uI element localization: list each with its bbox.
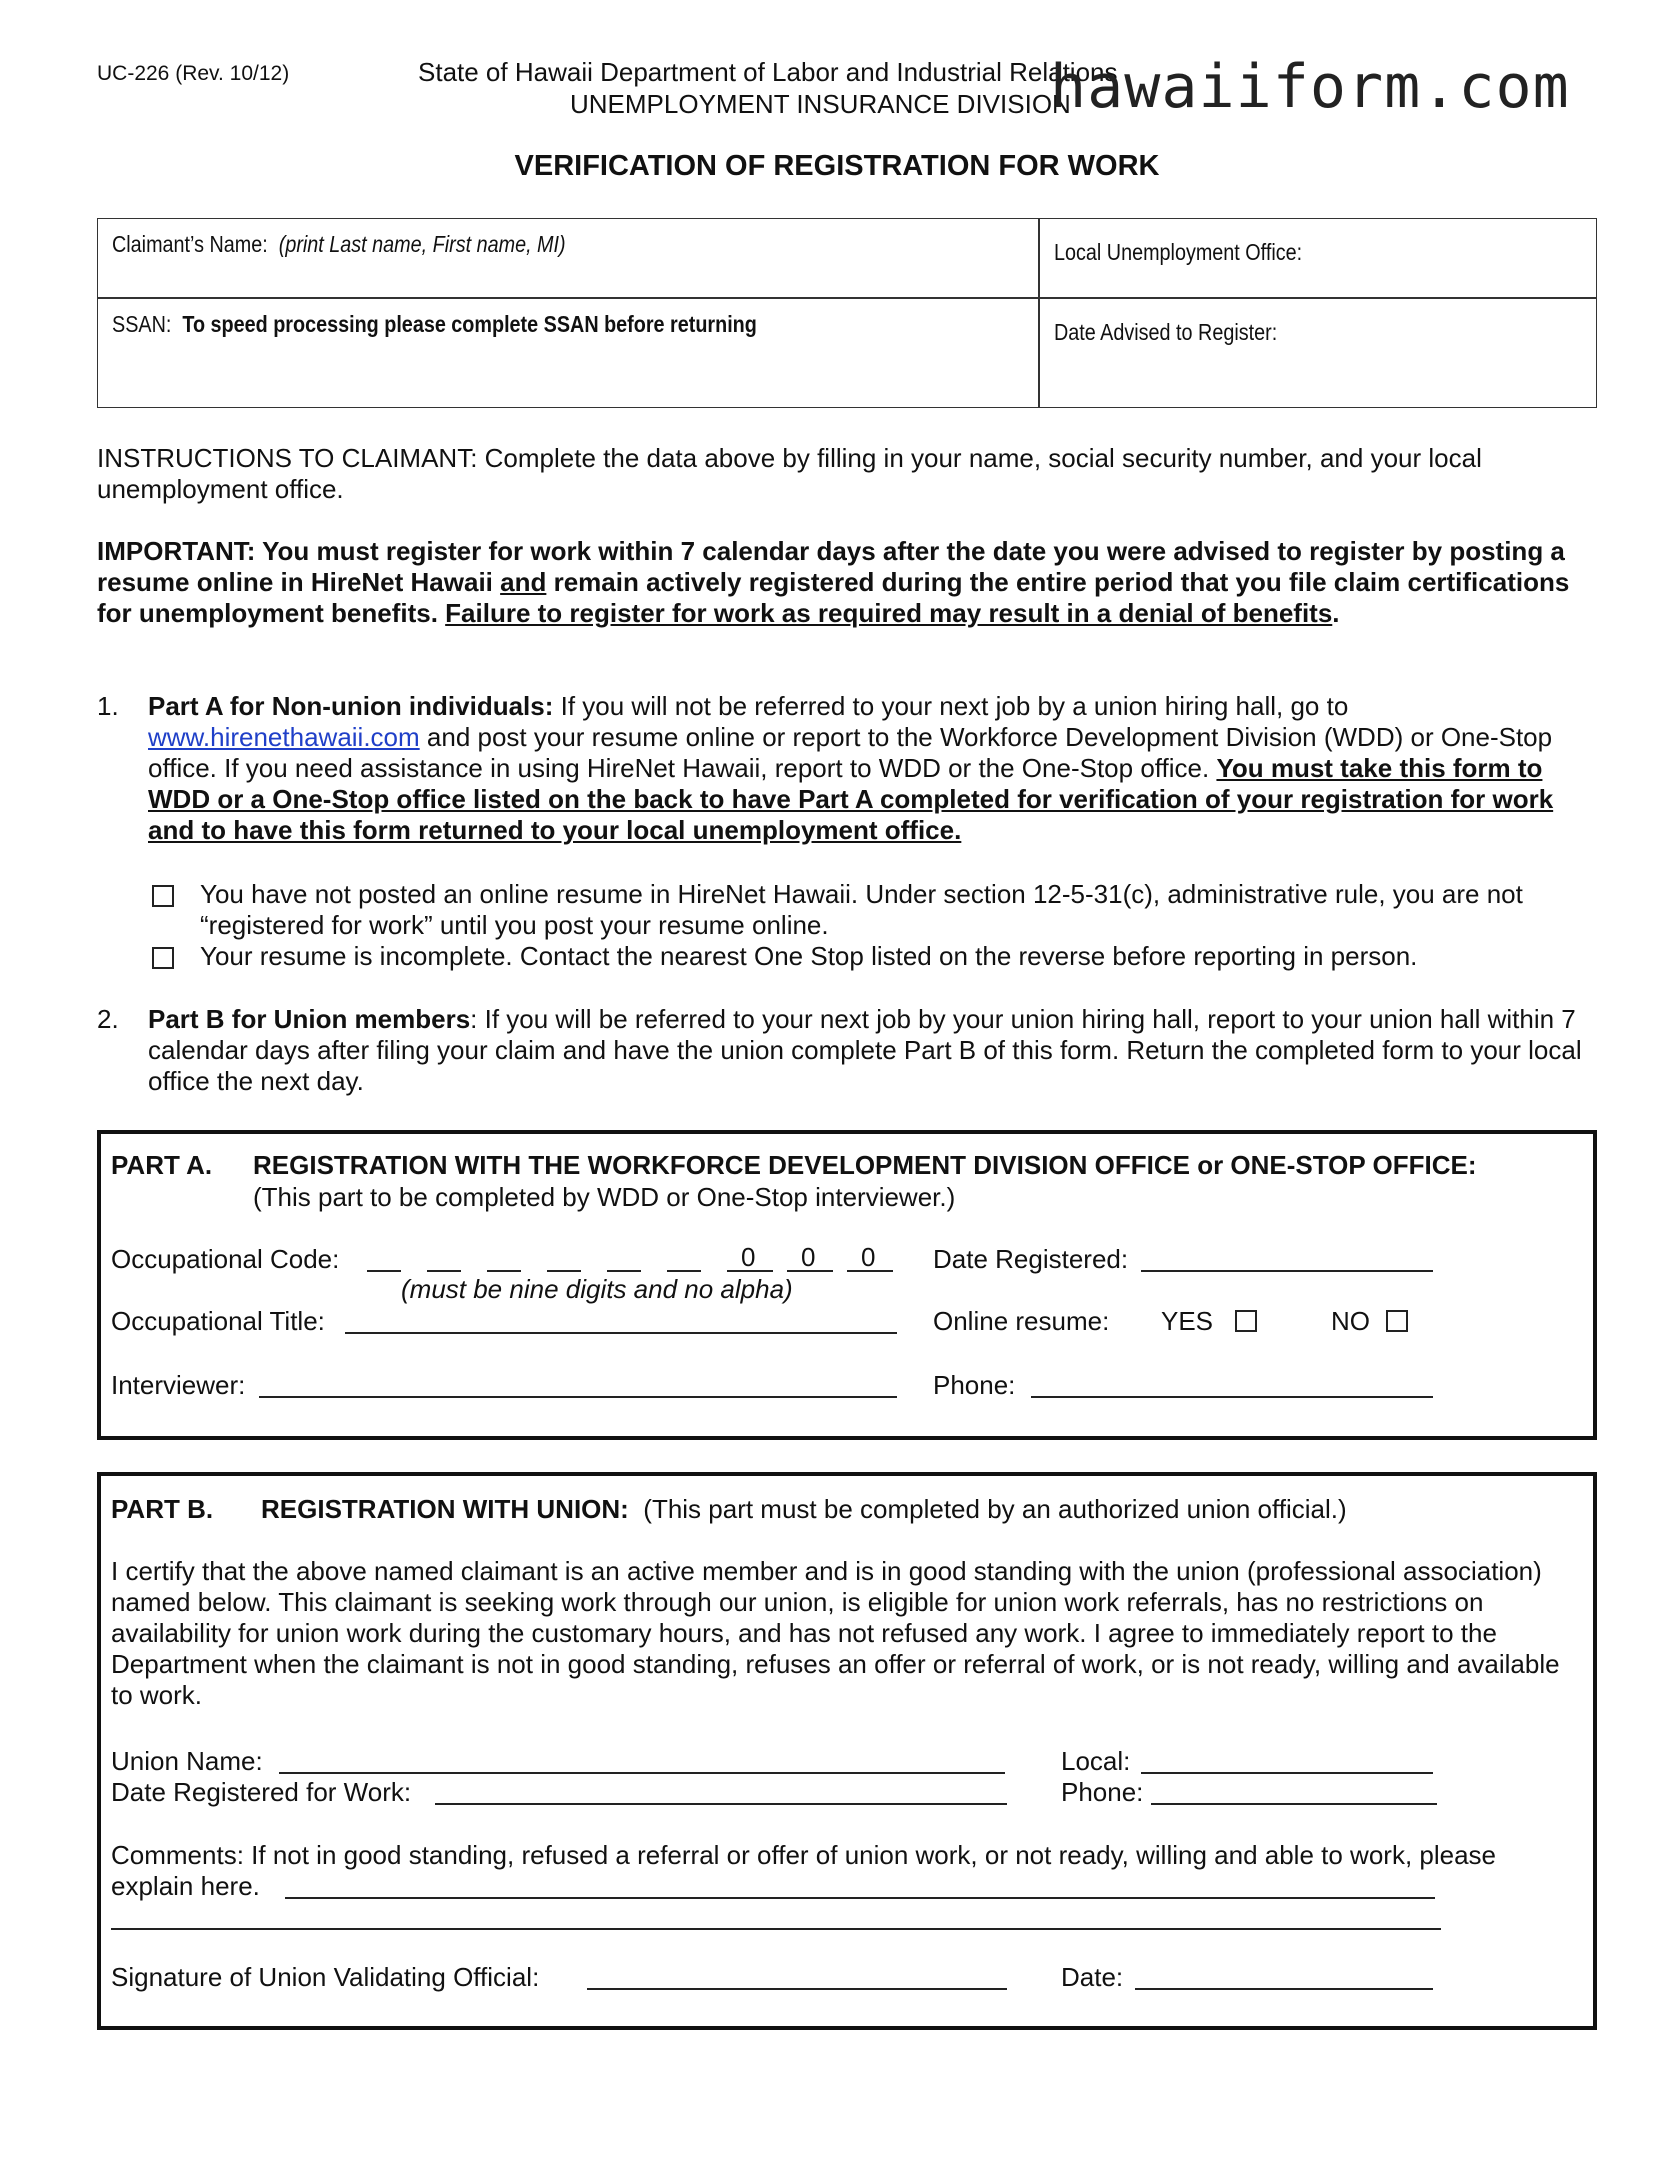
hirenet-link[interactable]: www.hirenethawaii.com <box>148 722 420 752</box>
occ-code-digit-5[interactable] <box>607 1270 641 1272</box>
signature-date-line[interactable] <box>1135 1988 1433 1990</box>
part-b-heading <box>111 1494 213 1525</box>
occ-code-digit-8-value: 0 <box>801 1242 816 1272</box>
important-notice <box>97 536 1597 629</box>
union-phone-label: Phone: <box>1061 1777 1144 1807</box>
incomplete-resume-checkbox[interactable] <box>152 947 174 969</box>
comments-label: Comments: If not in good standing, refused a referral or offer of union work, or not ready, willing and able to work, please <box>111 1840 1497 1870</box>
occ-code-digit-2[interactable] <box>427 1270 461 1272</box>
claimant-info-table <box>97 218 1597 408</box>
important-lead: IMPORTANT: You must register for work within 7 calendar days after the date you were advised to register by posting a resume online in HireNet Hawaii <box>97 536 1565 597</box>
table-divider-horizontal <box>98 297 1596 299</box>
important-and: and <box>500 567 547 597</box>
signature-date-label: Date: <box>1061 1962 1124 1992</box>
local-line[interactable] <box>1141 1772 1433 1774</box>
part-a-instructions <box>148 691 1598 846</box>
part-b-subtitle: (This part must be completed by an authorized union official.) <box>643 1494 1347 1524</box>
part-b-instructions <box>148 1004 1598 1097</box>
phone-label: Phone: <box>933 1370 1016 1400</box>
comments-line-1[interactable] <box>285 1897 1435 1899</box>
page-title: VERIFICATION OF REGISTRATION FOR WORK <box>514 150 1160 182</box>
incomplete-resume-text: Your resume is incomplete. Contact the nearest One Stop listed on the reverse before reporting in person. <box>200 941 1418 971</box>
local-label: Local: <box>1061 1746 1131 1776</box>
comments-line-2[interactable] <box>111 1928 1441 1930</box>
date-registered-label: Date Registered: <box>933 1244 1129 1274</box>
agency-name: State of Hawaii Department of Labor and Industrial Relations <box>418 57 1118 87</box>
instructions-text: INSTRUCTIONS TO CLAIMANT: Complete the data above by filling in your name, social security number, and your local unemployment office. <box>97 443 1482 504</box>
division-name: UNEMPLOYMENT INSURANCE DIVISION <box>570 89 1071 119</box>
local-office-field[interactable] <box>1054 239 1302 266</box>
item-number: 2. <box>97 1004 119 1034</box>
claimant-name-hint: (print Last name, First name, MI) <box>278 231 566 257</box>
online-resume-yes-checkbox[interactable] <box>1235 1310 1257 1332</box>
claimant-name-label: Claimant’s Name: <box>112 231 268 257</box>
part-b-section <box>97 1472 1597 2030</box>
no-resume-checkbox[interactable] <box>152 885 174 907</box>
no-resume-text: You have not posted an online resume in HireNet Hawaii. Under section 12-5-31(c), administrative rule, you are not “registered for work” until you post your resume online. <box>200 879 1523 940</box>
online-resume-no-checkbox[interactable] <box>1386 1310 1408 1332</box>
date-registered-work-label: Date Registered for Work: <box>111 1777 412 1807</box>
occ-title-label: Occupational Title: <box>111 1306 325 1336</box>
occ-code-label: Occupational Code: <box>111 1244 340 1274</box>
occ-code-digit-9-value: 0 <box>861 1242 876 1272</box>
part-a-subtitle: (This part to be completed by WDD or One-Stop interviewer.) <box>253 1182 956 1212</box>
occ-code-digit-3[interactable] <box>487 1270 521 1272</box>
part-a-label: PART A. <box>111 1150 213 1180</box>
part-a-section <box>97 1130 1597 1440</box>
occ-code-digit-6[interactable] <box>667 1270 701 1272</box>
comments-label-continued: explain here. <box>111 1871 260 1901</box>
union-name-line[interactable] <box>279 1772 1005 1774</box>
online-resume-label: Online resume: <box>933 1306 1110 1336</box>
occ-title-line[interactable] <box>345 1332 897 1334</box>
watermark: hawaiiform.com <box>1050 52 1570 122</box>
union-name-label: Union Name: <box>111 1746 263 1776</box>
part-a-instructions-text2: and post your resume online or report to the Workforce Development Division (WDD) or One-Stop office. If you need assistance in using HireNet Hawaii, report to WDD or the One-Stop office. <box>148 722 1553 783</box>
local-office-label: Local Unemployment Office: <box>1054 239 1303 265</box>
occ-code-hint: (must be nine digits and no alpha) <box>401 1274 793 1304</box>
union-phone-line[interactable] <box>1151 1803 1437 1805</box>
no-label: NO <box>1331 1306 1370 1336</box>
important-underlined: Failure to register for work as required may result in a denial of benefits <box>445 598 1333 628</box>
table-divider-vertical <box>1038 219 1040 407</box>
claimant-name-field[interactable] <box>112 231 566 258</box>
date-registered-work-line[interactable] <box>435 1803 1007 1805</box>
ssan-field[interactable] <box>112 311 757 338</box>
ssan-label: SSAN: <box>112 311 172 337</box>
part-a-instructions-heading: Part A for Non-union individuals: <box>148 691 554 721</box>
occ-code-digit-7-value: 0 <box>741 1242 756 1272</box>
date-registered-line[interactable] <box>1141 1270 1433 1272</box>
signature-line[interactable] <box>587 1988 1007 1990</box>
phone-line[interactable] <box>1031 1396 1433 1398</box>
form-id: UC-226 (Rev. 10/12) <box>97 62 290 85</box>
part-b-title: REGISTRATION WITH UNION: <box>261 1494 629 1524</box>
part-a-heading-text <box>253 1150 1476 1181</box>
union-certification-text: I certify that the above named claimant is an active member and is in good standing with the union (professional association) named below. This claimant is seeking work through our union, is eligible for union work referrals, has no restrictions on availability for union work during the customary hours, and has not refused any work. I agree to immediately report to the Department when the claimant is not in good standing, refuses an offer or referral of work, or is not ready, willing and available to work. <box>111 1556 1560 1710</box>
important-mid: remain actively registered during the entire period that you file claim certifications for unemployment benefits. <box>97 567 1570 628</box>
interviewer-line[interactable] <box>259 1396 897 1398</box>
part-b-label: PART B. <box>111 1494 214 1524</box>
yes-label: YES <box>1161 1306 1214 1336</box>
occ-code-digit-1[interactable] <box>367 1270 401 1272</box>
signature-label: Signature of Union Validating Official: <box>111 1962 540 1992</box>
item-number: 1. <box>97 691 119 721</box>
interviewer-label: Interviewer: <box>111 1370 246 1400</box>
part-a-title: REGISTRATION WITH THE WORKFORCE DEVELOPMENT DIVISION OFFICE or ONE-STOP OFFICE: <box>253 1150 1477 1180</box>
part-b-heading-text <box>261 1494 1347 1525</box>
part-a-instructions-text1: If you will not be referred to your next job by a union hiring hall, go to <box>553 691 1349 721</box>
part-b-instructions-heading: Part B for Union members <box>148 1004 471 1034</box>
occ-code-digit-4[interactable] <box>547 1270 581 1272</box>
date-advised-label: Date Advised to Register: <box>1054 319 1278 345</box>
part-a-instructions-underlined: You must take this form to WDD or a One-Stop office listed on the back to have Part A completed for verification of your registration for work and to have this form returned to your local unemployment office. <box>148 753 1554 845</box>
date-advised-field[interactable] <box>1054 319 1277 346</box>
part-a-heading <box>111 1150 212 1181</box>
ssan-hint: To speed processing please complete SSAN before returning <box>182 311 757 337</box>
important-end: . <box>1332 598 1340 628</box>
part-b-instructions-text: : If you will be referred to your next job by your union hiring hall, report to your union hall within 7 calendar days after filing your claim and have the union complete Part B of this form. Return the completed form to your local office the next day. <box>148 1004 1582 1096</box>
